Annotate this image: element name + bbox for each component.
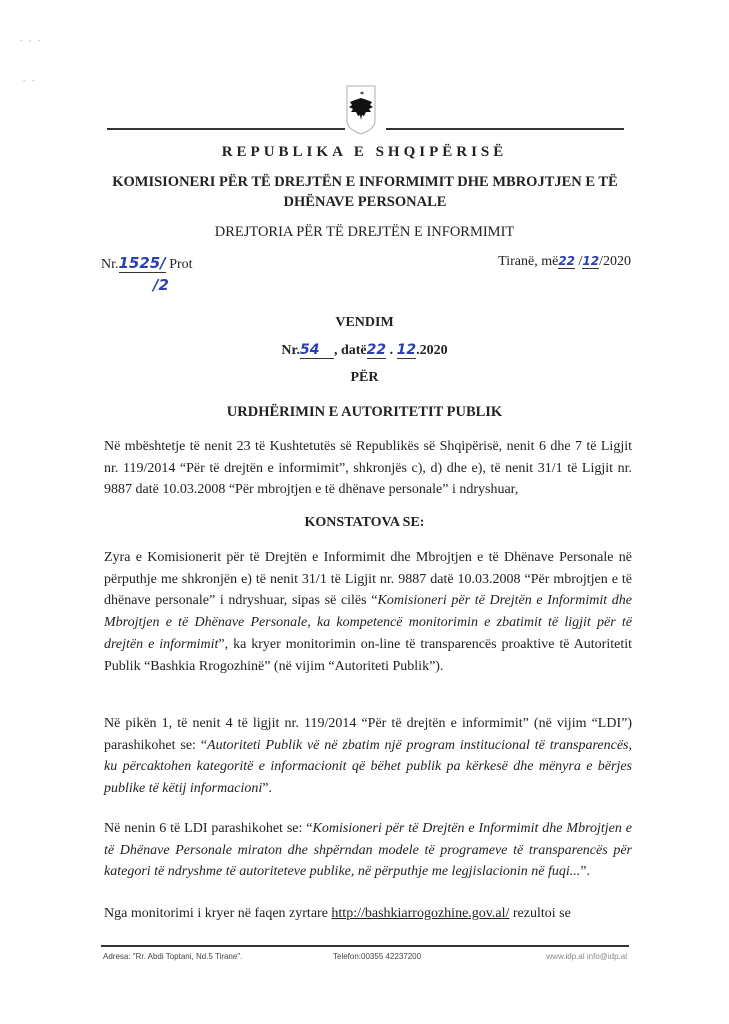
albanian-eagle-emblem-icon — [346, 85, 376, 135]
footer-web[interactable]: www.idp.al info@idp.al — [546, 952, 627, 961]
paragraph-text: rezultoi se — [509, 906, 571, 921]
decision-nr-label: Nr. — [281, 343, 300, 358]
paragraph-text: ”. — [262, 781, 272, 797]
scan-mark: - - — [23, 76, 37, 85]
country-heading: REPUBLIKA E SHQIPËRISË — [221, 144, 508, 160]
date-separator: / — [578, 254, 583, 269]
place-date — [498, 254, 631, 270]
municipality-website-link[interactable]: http://bashkiarrogozhine.gov.al/ — [331, 906, 510, 921]
protocol-prefix: Nr. — [101, 257, 119, 272]
ldi-article4-paragraph — [104, 713, 632, 800]
decision-year: .2020 — [416, 343, 448, 358]
paragraph-text: Në nenin 6 të LDI parashikohet se: “ — [104, 821, 313, 836]
ldi-article6-paragraph — [104, 818, 632, 883]
paragraph-text: ”, ka kryer monitorimin on-line të transparencës proaktive të Autoritetit Publik “Bashkia Rrogozhinë” (në vijim “Autoriteti Publik”). — [104, 636, 633, 674]
footer-address: Adresa: "Rr. Abdi Toptani, Nd.5 Tirane". — [103, 952, 243, 961]
paragraph-text: Në pikën 1, të nenit 4 të ligjit nr. 119/2014 “Për të drejtën e informimit” (në vijim “LDI”) parashikohet se: “ — [104, 716, 632, 753]
legal-basis-paragraph: Në mbështetje të nenit 23 të Kushtetutës së Republikës së Shqipërisë, nenit 6 dhe 7 të Ligjit nr. 119/2014 “Për të drejtën e informimit”, shkronjës c), d) dhe e), të nenit 31/1 të Ligjit nr. 9887 datë 10.03.2008 “Për mbrojtjen e të dhënave personale” i ndryshuar, — [104, 439, 632, 498]
monitoring-result-paragraph — [104, 903, 632, 925]
protocol-suffix: Prot — [169, 257, 193, 272]
quoted-text: Komisioneri për të Drejtën e Informimit dhe Mbrojtjen e të Dhënave Personale, ka kompetencë monitorimin e zbatimit të ligjit për të drejtën e informimit — [104, 593, 633, 652]
date-day: 22 — [558, 254, 576, 268]
directorate-heading: DREJTORIA PËR TË DREJTËN E INFORMIMIT — [214, 224, 515, 240]
decision-day: 22 — [366, 342, 387, 358]
quoted-text: Autoriteti Publik vë në zbatim një program institucional të transparencës, ku përcaktohen kategoritë e informacionit që bëhet publik pa kërkesë dhe mënyra e bërjes publike të këtij informacioni — [104, 737, 633, 797]
scan-mark: - - - — [20, 36, 43, 45]
footer-divider — [101, 945, 629, 947]
decision-number-date — [0, 342, 729, 359]
header-divider-right — [386, 128, 624, 130]
paragraph-text: Nga monitorimi i kryer në faqen zyrtare — [104, 906, 332, 921]
decision-month: 12 — [396, 342, 417, 358]
decision-subject: URDHËRIMIN E AUTORITETIT PUBLIK — [226, 404, 503, 420]
date-month: 12 — [582, 254, 600, 268]
decision-nr: 54 — [300, 342, 334, 359]
header-divider-left — [107, 128, 345, 130]
institution-heading: KOMISIONERI PËR TË DREJTËN E INFORMIMIT DHE MBROJTJEN E TË DHËNAVE PERSONALE — [112, 174, 618, 210]
decision-date-label: , datë — [333, 343, 367, 358]
paragraph-text: Zyra e Komisionerit për të Drejtën e Informimit dhe Mbrojtjen e të Dhënave Personale në përputhje me shkronjën e) të nenit 31/1 të Ligjit nr. 9887 datë 10.03.2008 “Për mbrojtjen e të dhënave personale” i ndryshuar, sipas së cilës “ — [104, 550, 632, 609]
decision-date-separator: . — [389, 343, 394, 358]
paragraph-text: ”. — [580, 864, 590, 880]
protocol-number — [101, 254, 193, 273]
protocol-handwritten-number: 1525/ — [118, 254, 166, 272]
place-label: Tiranë, më — [498, 254, 559, 269]
quoted-text: Komisioneri për të Drejtën e Informimit dhe Mbrojtjen e të Dhënave Personale miraton dhe shpërndan modele të programeve të transparencës për kategori të ndryshme të autoriteteve publike, në përputhje me legjislacionin në fuqi... — [104, 821, 632, 880]
protocol-sub-number: /2 — [153, 276, 169, 294]
monitoring-paragraph — [104, 547, 632, 677]
decision-title: VENDIM — [335, 315, 394, 330]
decision-per: PËR — [350, 370, 379, 385]
footer-phone: Telefon:00355 42237200 — [333, 952, 422, 961]
date-year: /2020 — [599, 254, 631, 269]
findings-heading: KONSTATOVA SE: — [304, 515, 425, 530]
